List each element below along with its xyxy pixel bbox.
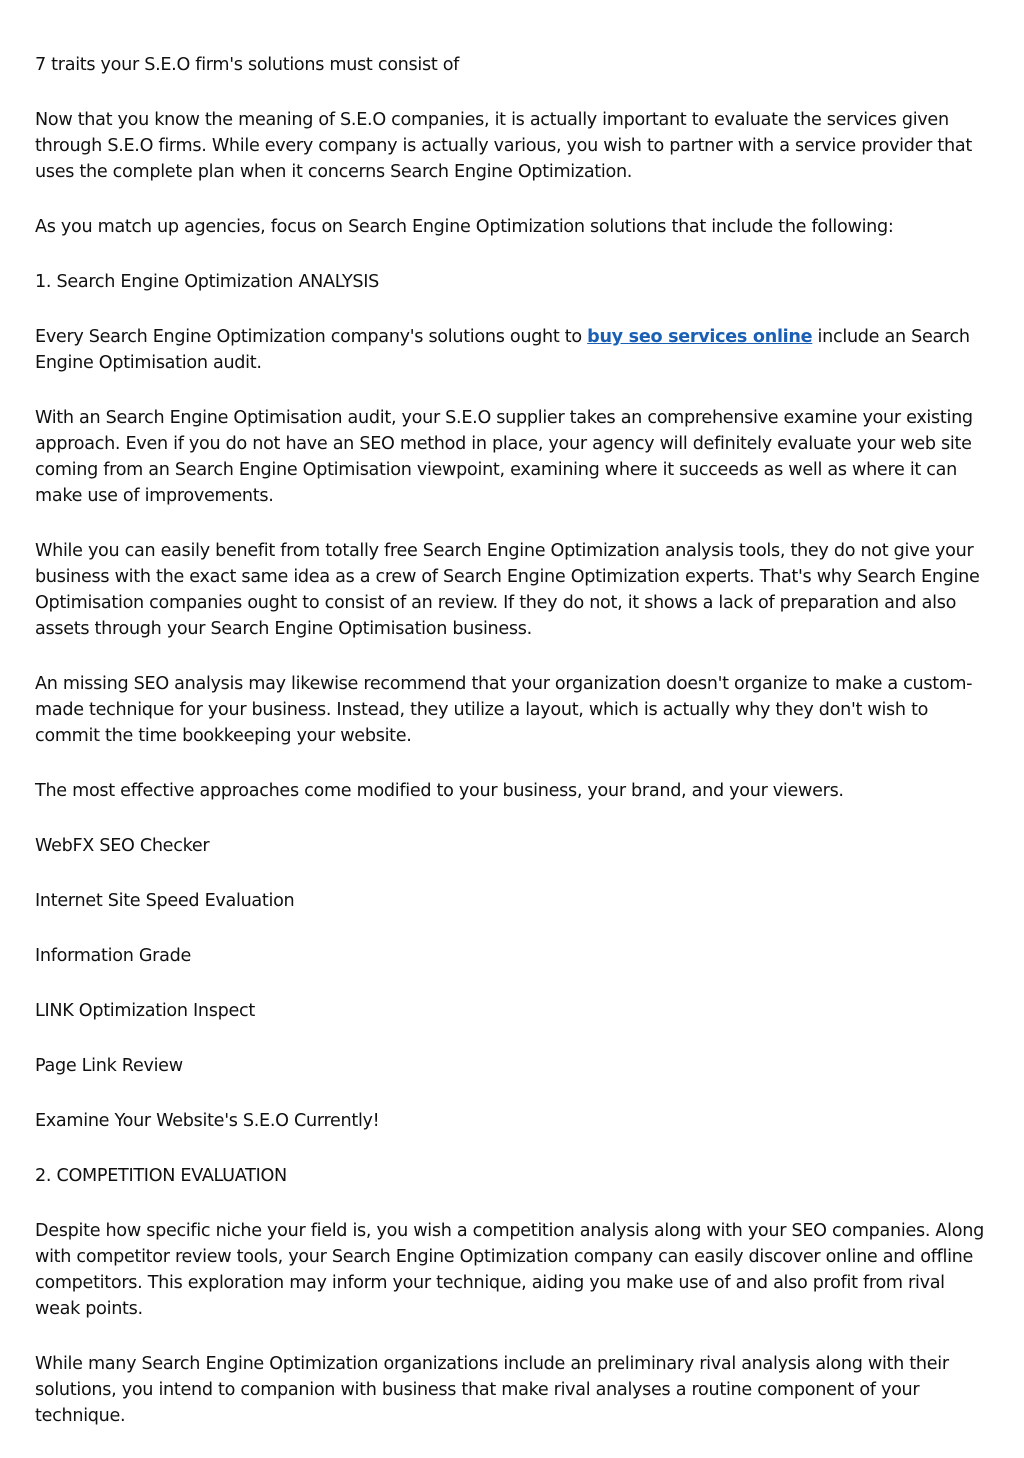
tool-item: Information Grade [35,946,191,966]
competition-paragraph-2: While many Search Engine Optimization organizations include an preliminary rival analysis along with their solutions, you intend to companion with business that make rival analyses a routine component of your technique. [35,1354,949,1426]
free-tools-paragraph: While you can easily benefit from totally free Search Engine Optimization analysis tools, they do not give your business with the exact same idea as a crew of Search Engine Optimization experts. That's why Search Engine Optimisation companies ought to consist of an review. If they do not, it shows a lack of preparation and also assets through your Search Engine Optimisation business. [35,541,980,639]
audit-text-after: include an Search Engine Optimisation audit. [35,327,970,373]
audit-text-before: Every Search Engine Optimization company's solutions ought to [35,327,588,347]
effective-approaches-paragraph: The most effective approaches come modified to your business, your brand, and your viewers. [35,781,844,801]
section-heading-analysis: 1. Search Engine Optimization ANALYSIS [35,272,380,292]
document-title: 7 traits your S.E.O firm's solutions must consist of [35,55,460,75]
tool-item: LINK Optimization Inspect [35,1001,255,1021]
match-up-paragraph: As you match up agencies, focus on Search Engine Optimization solutions that include the following: [35,217,894,237]
document-body [35,52,995,1458]
tool-item: Page Link Review [35,1056,183,1076]
section-heading-competition: 2. COMPETITION EVALUATION [35,1166,287,1186]
audit-paragraph [35,324,995,376]
missing-analysis-paragraph: An missing SEO analysis may likewise recommend that your organization doesn't organize to make a custom-made technique for your business. Instead, they utilize a layout, which is actually why they don't wish to commit the time bookkeeping your website. [35,674,973,746]
tool-item: Internet Site Speed Evaluation [35,891,295,911]
competition-paragraph-1: Despite how specific niche your field is, you wish a competition analysis along with your SEO companies. Along with competitor review tools, your Search Engine Optimization company can easily discover online and offline competitors. This exploration may inform your technique, aiding you make use of and also profit from rival weak points. [35,1221,984,1319]
audit-detail-paragraph: With an Search Engine Optimisation audit, your S.E.O supplier takes an comprehensive examine your existing approach. Even if you do not have an SEO method in place, your agency will definitely evaluate your web site coming from an Search Engine Optimisation viewpoint, examining where it succeeds as well as where it can make use of improvements. [35,408,973,506]
buy-seo-services-link[interactable]: buy seo services online [587,327,813,347]
tool-item: Examine Your Website's S.E.O Currently! [35,1111,380,1131]
intro-paragraph: Now that you know the meaning of S.E.O companies, it is actually important to evaluate the services given through S.E.O firms. While every company is actually various, you wish to partner with a service provider that uses the complete plan when it concerns Search Engine Optimization. [35,110,972,182]
tool-item: WebFX SEO Checker [35,836,210,856]
